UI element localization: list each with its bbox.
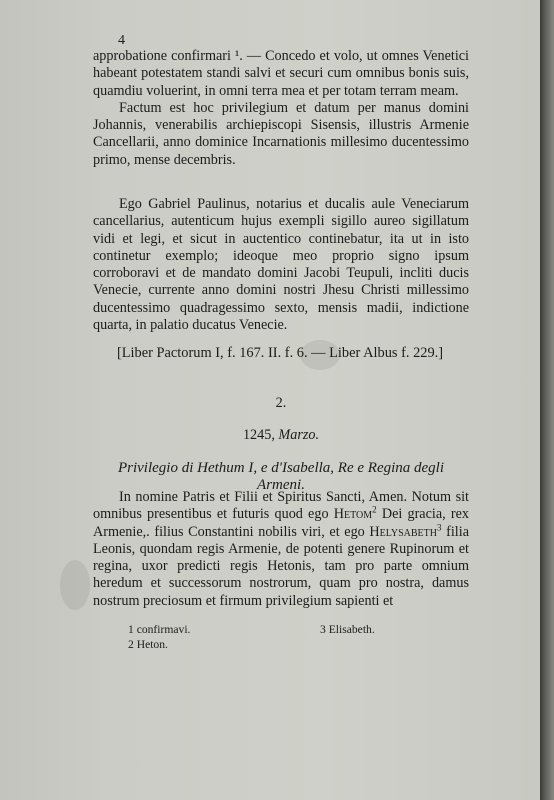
paragraph — [93, 489, 469, 610]
paragraph: Factum est hoc privilegium et datum per manus domini Johannis, venerabilis archiepiscopi Sisensis, illustris Armenie Cancellarii, anno dominice Incarnationis millesimo ducentessimo primo, mense decembris. — [93, 99, 469, 168]
text-block-continuation — [93, 48, 469, 169]
paragraph: approbatione confirmari ¹. — Concedo et volo, ut omnes Venetici habeant potestatem standi salvi et securi cum omnibus bonis suis, quamdiu voluerint, in omni terra mea et per totam terram meam. — [93, 48, 469, 99]
paragraph: Ego Gabriel Paulinus, notarius et ducalis aule Veneciarum cancellarius, autenticum hujus exempli sigillo aureo sigillatum vidi et legi, et sicut in auctentico continebatur, ita ut in isto continetur exemplo; ideoque meo proprio signo ipsum corroboravi et de mandato domini Jacobi Teupuli, incliti ducis Venecie, currente anno domini nostri Jhesu Christi millessimo ducentessimo quadragessimo sexto, mensis madii, indictione quarta, in palatio ducatus Venecie. — [93, 196, 469, 334]
name-hetom: Hetom — [333, 506, 373, 523]
footnote: 3 Elisabeth. — [320, 623, 375, 636]
footnote-marker: 2 — [372, 504, 377, 515]
text-segment: filia Leonis, quondam regis Armenie, de potenti genere Rupinorum et regina, uxor predicti regis Hetonis, tam pro parte omnium heredum et successorum nostrorum, quam pro nostra, damus nostrum preciosum et firmum privilegium sapienti et — [93, 523, 469, 609]
text-segment: Dei gracia, rex Armenie,. filius Constantini nobilis viri, et ego — [93, 506, 469, 540]
notary-attestation — [93, 196, 469, 334]
page-number: 4 — [118, 33, 125, 48]
footnote: 2 Heton. — [128, 638, 168, 651]
document-title: Privilegio di Hethum I, e d'Isabella, Re e Regina degli Armeni. — [117, 460, 445, 493]
date-month: Marzo. — [278, 427, 320, 443]
date-year: 1245, — [242, 427, 275, 443]
document-number: 2. — [275, 395, 287, 411]
privilege-text — [93, 489, 469, 610]
source-reference: [Liber Pactorum I, f. 167. II. f. 6. — Liber Albus f. 229.] — [116, 345, 444, 361]
footnote: 1 confirmavi. — [128, 623, 191, 636]
footnotes-left-column — [128, 622, 288, 652]
footnotes-right-column — [320, 622, 470, 637]
document-date — [93, 427, 469, 444]
footnote-marker: 3 — [437, 521, 442, 532]
name-helysabeth: Helysabeth — [369, 523, 437, 540]
paper-stain — [60, 560, 90, 610]
text-segment: In nomine Patris et Filii et Spiritus Sancti, Amen. Notum sit omnibus presentibus et futuris quod ego — [93, 489, 469, 523]
page-binding-edge — [540, 0, 554, 800]
